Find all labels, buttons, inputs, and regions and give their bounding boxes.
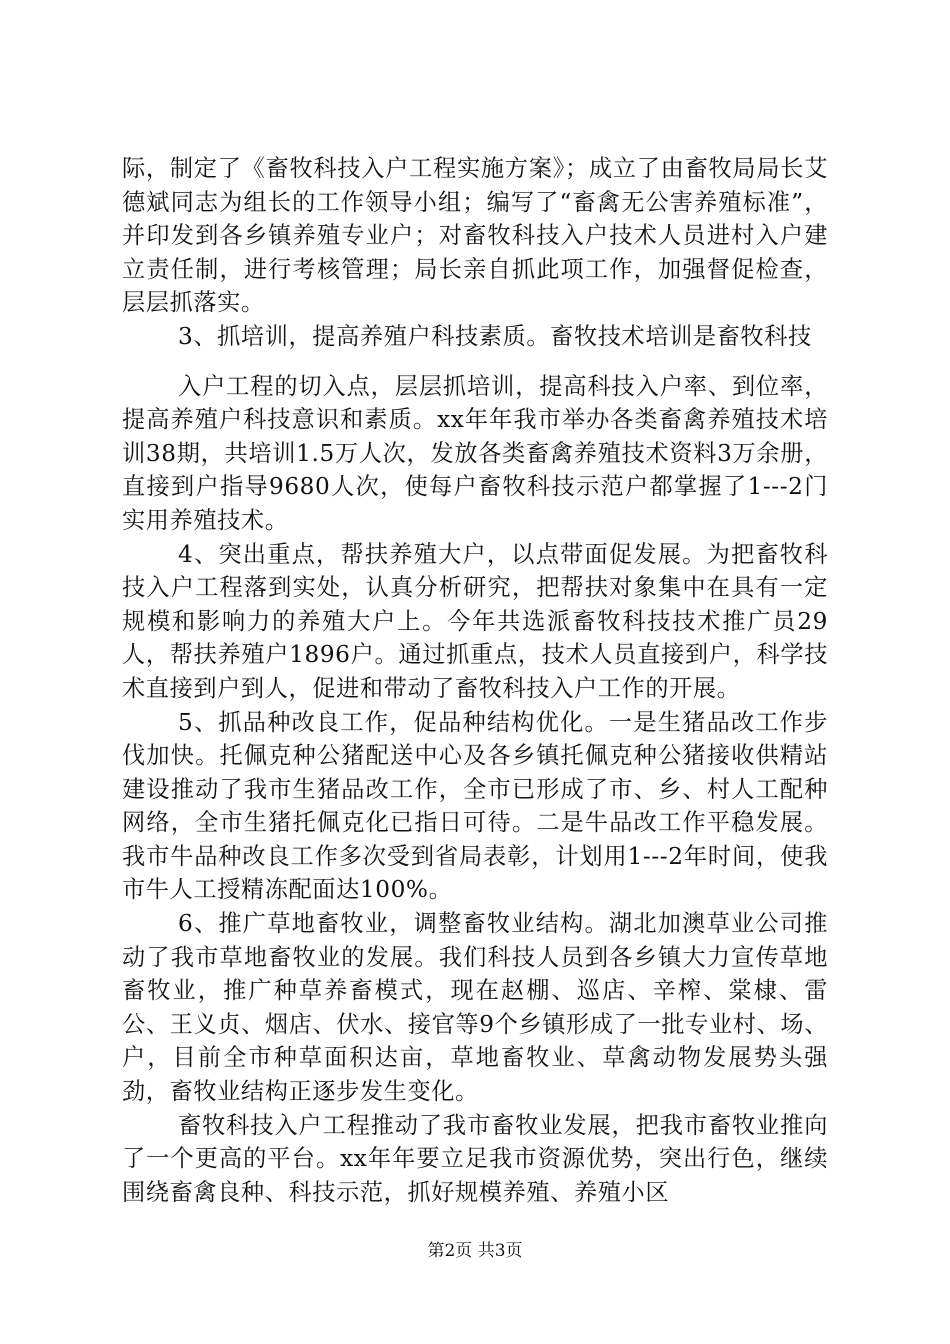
paragraph-continuation: 际，制定了《畜牧科技入户工程实施方案》；成立了由畜牧局局长艾德斌同志为组长的工作领导小组；编写了“畜禽无公害养殖标准”，并印发到各乡镇养殖专业户；对畜牧科技入户技术人员进村入户建立责任制，进行考核管理；局长亲自抓此项工作，加强督促检查，层层抓落实。 [122,155,828,317]
paragraph-key-households: 4、突出重点，帮扶养殖大户，以点带面促发展。为把畜牧科技入户工程落到实处，认真分析研究，把帮扶对象集中在具有一定规模和影响力的养殖大户上。今年共选派畜牧科技技术推广员29人，帮扶养殖户1896户。通过抓重点，技术人员直接到户，科学技术直接到户到人，促进和带动了畜牧科技入户工作的开展。 [122,540,828,702]
paragraph-grassland-husbandry: 6、推广草地畜牧业，调整畜牧业结构。湖北加澳草业公司推动了我市草地畜牧业的发展。我们科技人员到各乡镇大力宣传草地畜牧业，推广种草养畜模式，现在赵棚、巡店、辛榨、棠棣、雷公、王义贞、烟店、伏水、接官等9个乡镇形成了一批专业村、场、户，目前全市种草面积达亩，草地畜牧业、草禽动物发展势头强劲，畜牧业结构正逐步发生变化。 [122,910,828,1106]
paragraph-training-heading: 3、抓培训，提高养殖户科技素质。畜牧技术培训是畜牧科技 [178,322,812,350]
paragraph-conclusion: 畜牧科技入户工程推动了我市畜牧业发展，把我市畜牧业推向了一个更高的平台。xx年年要立足我市资源优势，突出行色，继续围绕畜禽良种、科技示范，抓好规模养殖、养殖小区 [122,1111,828,1206]
document-body [122,152,828,1209]
page-number-footer: 第2页 共3页 [427,1241,523,1261]
paragraph-breed-improvement: 5、抓品种改良工作，促品种结构优化。一是生猪品改工作步伐加快。托佩克种公猪配送中心及各乡镇托佩克种公猪接收供精站建设推动了我市生猪品改工作，全市已形成了市、乡、村人工配种网络，全市生猪托佩克化已指日可待。二是牛品改工作平稳发展。我市牛品种改良工作多次受到省局表彰，计划用1---2年时间，使我市牛人工授精冻配面达100%。 [122,708,828,904]
paragraph-training-body: 入户工程的切入点，层层抓培训，提高科技入户率、到位率，提高养殖户科技意识和素质。xx年年我市举办各类畜禽养殖技术培训38期，共培训1.5万人次，发放各类畜禽养殖技术资料3万余册，直接到户指导9680人次，使每户畜牧科技示范户都掌握了1---2门实用养殖技术。 [122,372,828,534]
